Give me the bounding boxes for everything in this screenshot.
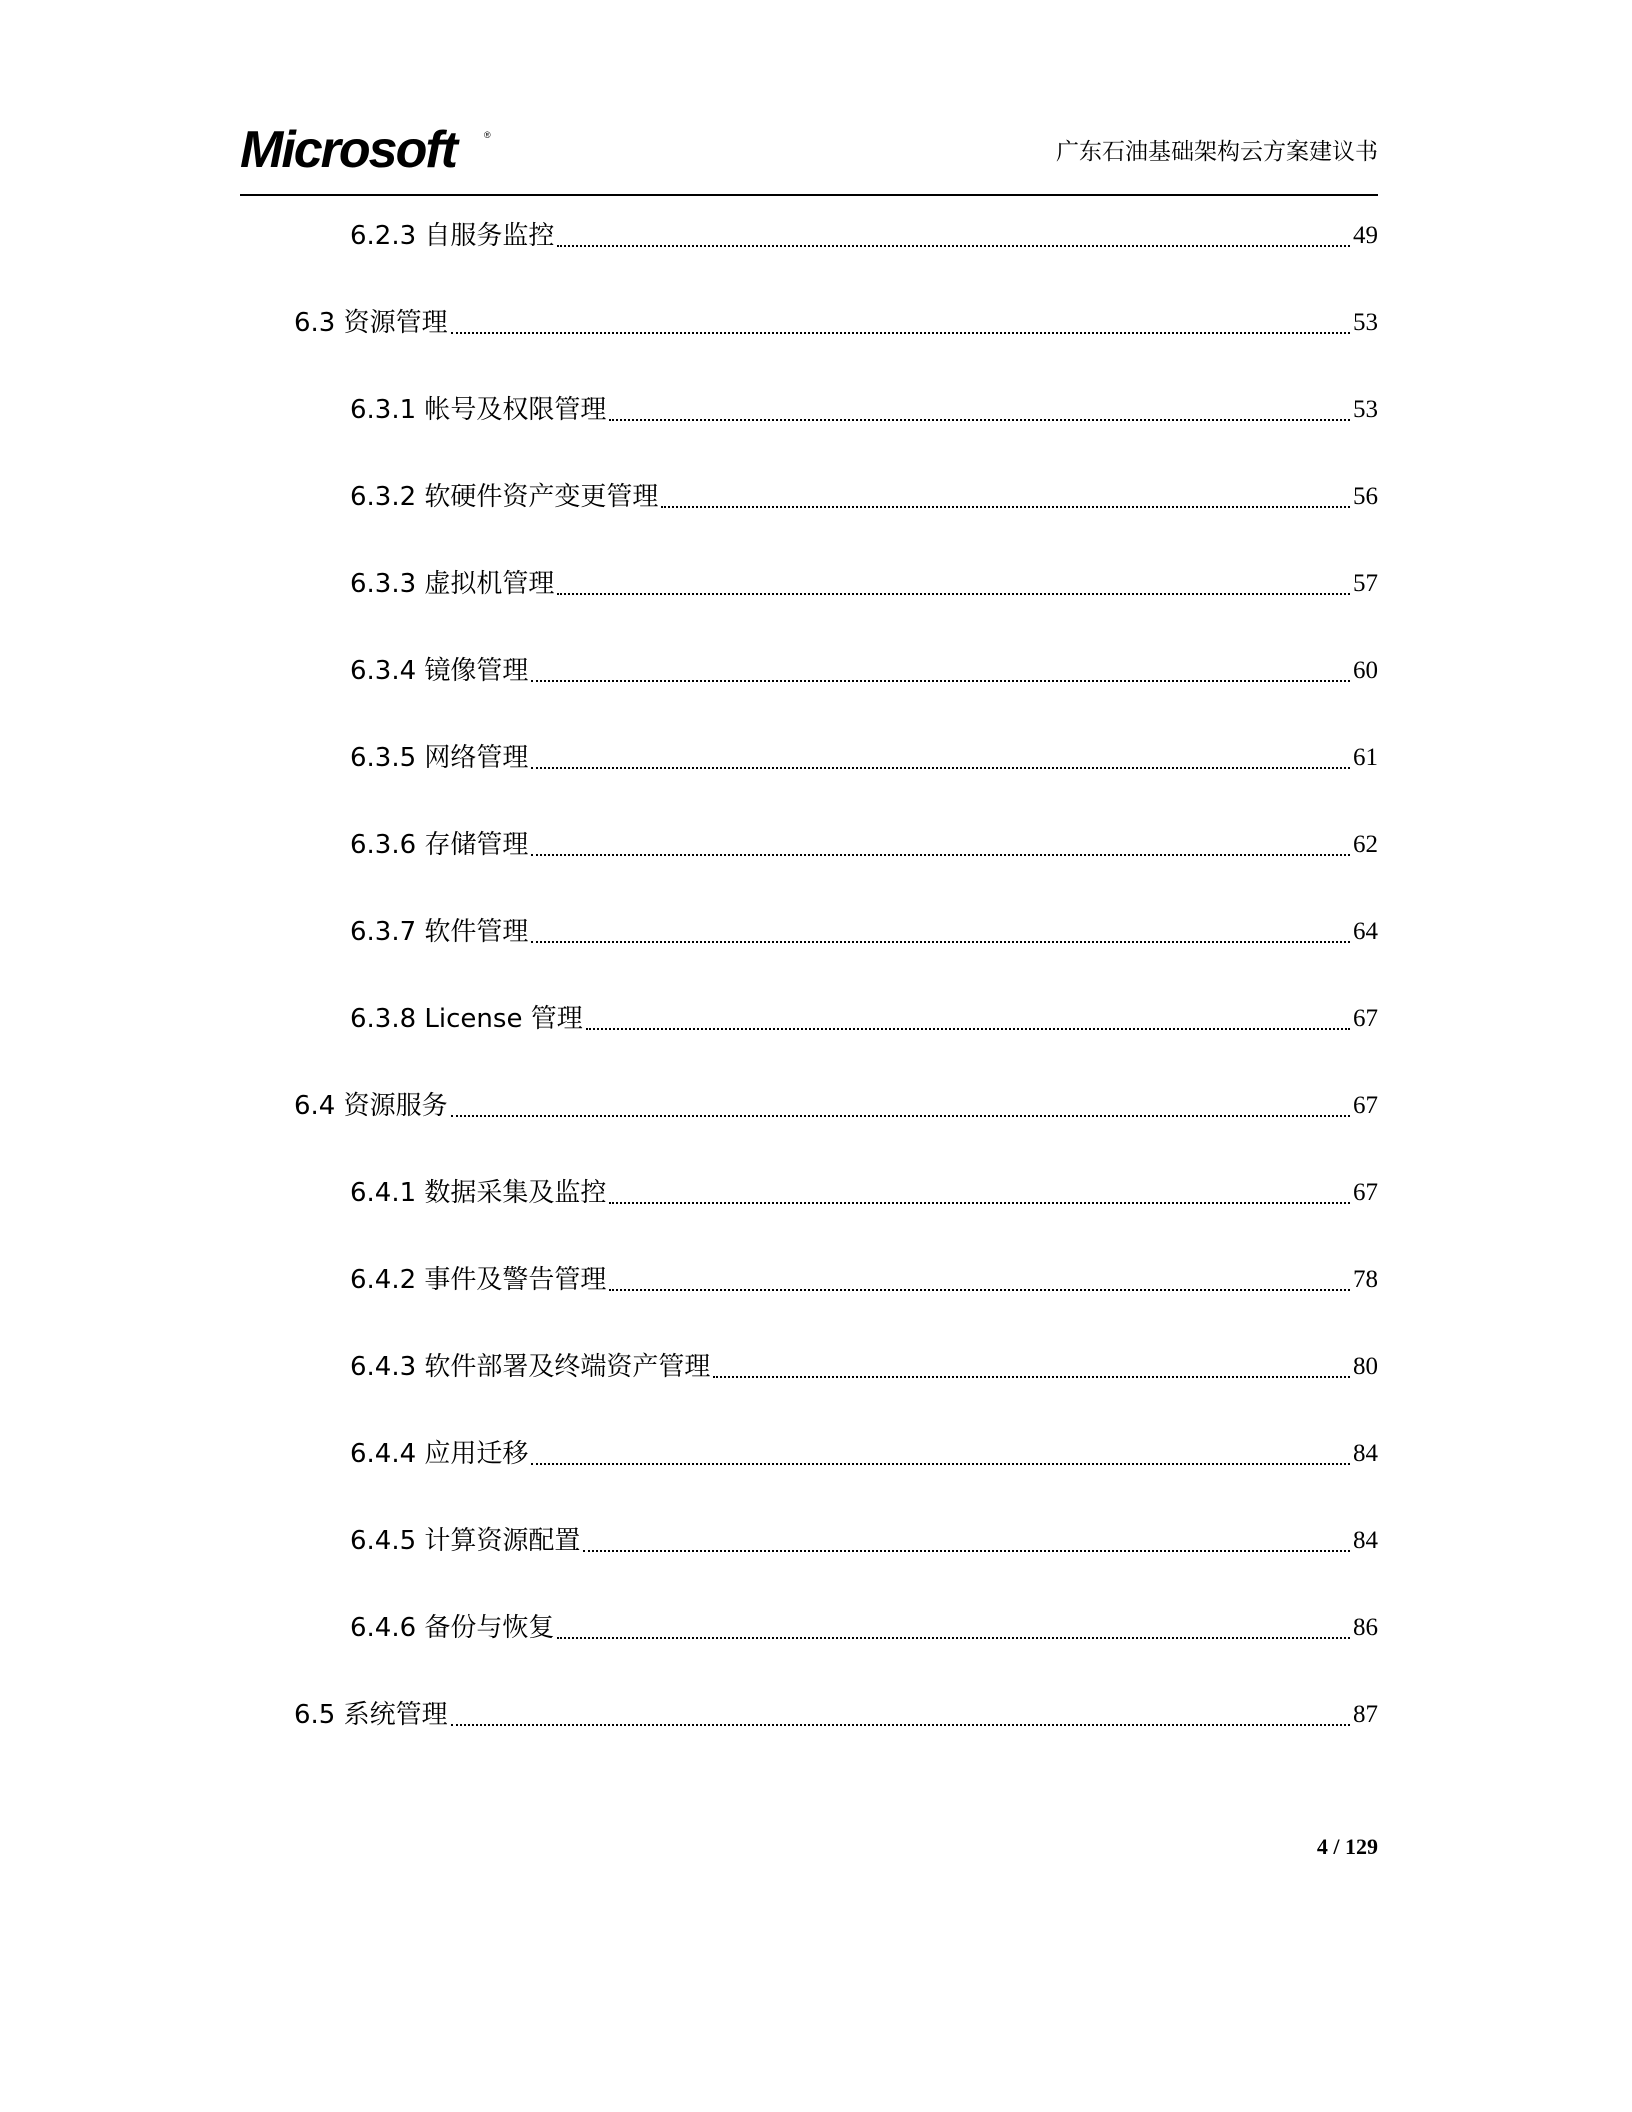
toc-dot-leader [557, 245, 1350, 247]
toc-entry-page: 84 [1353, 1440, 1378, 1467]
toc-entry[interactable] [350, 390, 1378, 430]
toc-entry-page: 53 [1353, 396, 1378, 423]
document-title: 广东石油基础架构云方案建议书 [1056, 139, 1378, 165]
toc-entry-page: 67 [1353, 1179, 1378, 1206]
microsoft-logo: Microsoft [240, 121, 456, 179]
toc-dot-leader [531, 1463, 1350, 1465]
toc-dot-leader [583, 1550, 1350, 1552]
toc-entry[interactable] [350, 564, 1378, 604]
toc-dot-leader [531, 767, 1350, 769]
toc-entry-label: 6.4.5 计算资源配置 [350, 1526, 581, 1556]
toc-entry-label: 6.3.5 网络管理 [350, 743, 529, 773]
toc-dot-leader [609, 419, 1350, 421]
toc-entry[interactable] [350, 825, 1378, 865]
toc-entry[interactable] [350, 1608, 1378, 1648]
toc-entry-page: 78 [1353, 1266, 1378, 1293]
toc-entry-label: 6.5 系统管理 [294, 1700, 448, 1730]
toc-entry[interactable] [294, 303, 1378, 343]
toc-dot-leader [661, 506, 1350, 508]
toc-entry[interactable] [350, 738, 1378, 778]
toc-entry-page: 49 [1353, 222, 1378, 249]
toc-entry-label: 6.4 资源服务 [294, 1091, 448, 1121]
toc-entry-label: 6.3.7 软件管理 [350, 917, 529, 947]
toc-entry[interactable] [294, 1695, 1378, 1735]
toc-entry-page: 61 [1353, 744, 1378, 771]
toc-dot-leader [586, 1028, 1350, 1030]
toc-entry[interactable] [350, 1434, 1378, 1474]
toc-entry-page: 62 [1353, 831, 1378, 858]
toc-entry-page: 57 [1353, 570, 1378, 597]
toc-entry-label: 6.3.3 虚拟机管理 [350, 569, 555, 599]
toc-entry-label: 6.3.8 License 管理 [350, 1004, 583, 1034]
toc-dot-leader [557, 593, 1350, 595]
toc-entry[interactable] [350, 1347, 1378, 1387]
toc-entry[interactable] [350, 999, 1378, 1039]
toc-entry[interactable] [350, 651, 1378, 691]
toc-entry-label: 6.3.1 帐号及权限管理 [350, 395, 607, 425]
toc-entry[interactable] [294, 1086, 1378, 1126]
toc-entry-page: 80 [1353, 1353, 1378, 1380]
toc-entry-label: 6.4.6 备份与恢复 [350, 1613, 555, 1643]
toc-entry[interactable] [350, 1173, 1378, 1213]
page-number: 4 / 129 [1316, 1834, 1378, 1859]
toc-entry-page: 64 [1353, 918, 1378, 945]
toc-entry-label: 6.3 资源管理 [294, 308, 448, 338]
toc-dot-leader [451, 1724, 1350, 1726]
toc-entry-label: 6.4.3 软件部署及终端资产管理 [350, 1352, 711, 1382]
toc-entry-page: 60 [1353, 657, 1378, 684]
toc-entry[interactable] [350, 912, 1378, 952]
toc-entry-page: 87 [1353, 1701, 1378, 1728]
toc-entry-label: 6.4.1 数据采集及监控 [350, 1178, 607, 1208]
toc-entry-label: 6.4.4 应用迁移 [350, 1439, 529, 1469]
toc-entry-page: 67 [1353, 1092, 1378, 1119]
toc-dot-leader [531, 854, 1350, 856]
toc-dot-leader [531, 941, 1350, 943]
toc-entry[interactable] [350, 477, 1378, 517]
toc-entry-page: 86 [1353, 1614, 1378, 1641]
toc-dot-leader [609, 1202, 1350, 1204]
toc-dot-leader [609, 1289, 1350, 1291]
toc-entry-page: 67 [1353, 1005, 1378, 1032]
toc-dot-leader [451, 332, 1350, 334]
trademark-symbol: ® [484, 130, 491, 140]
toc-entry-page: 56 [1353, 483, 1378, 510]
toc-entry[interactable] [350, 1260, 1378, 1300]
toc-entry-label: 6.3.6 存储管理 [350, 830, 529, 860]
toc-dot-leader [557, 1637, 1350, 1639]
toc-entry-label: 6.2.3 自服务监控 [350, 221, 555, 251]
toc-dot-leader [451, 1115, 1350, 1117]
toc-dot-leader [713, 1376, 1350, 1378]
toc-entry[interactable] [350, 1521, 1378, 1561]
toc-entry-label: 6.4.2 事件及警告管理 [350, 1265, 607, 1295]
toc-dot-leader [531, 680, 1350, 682]
toc-entry[interactable] [350, 216, 1378, 256]
toc-entry-label: 6.3.4 镜像管理 [350, 656, 529, 686]
toc-entry-label: 6.3.2 软硬件资产变更管理 [350, 482, 659, 512]
toc-entry-page: 53 [1353, 309, 1378, 336]
toc-entry-page: 84 [1353, 1527, 1378, 1554]
